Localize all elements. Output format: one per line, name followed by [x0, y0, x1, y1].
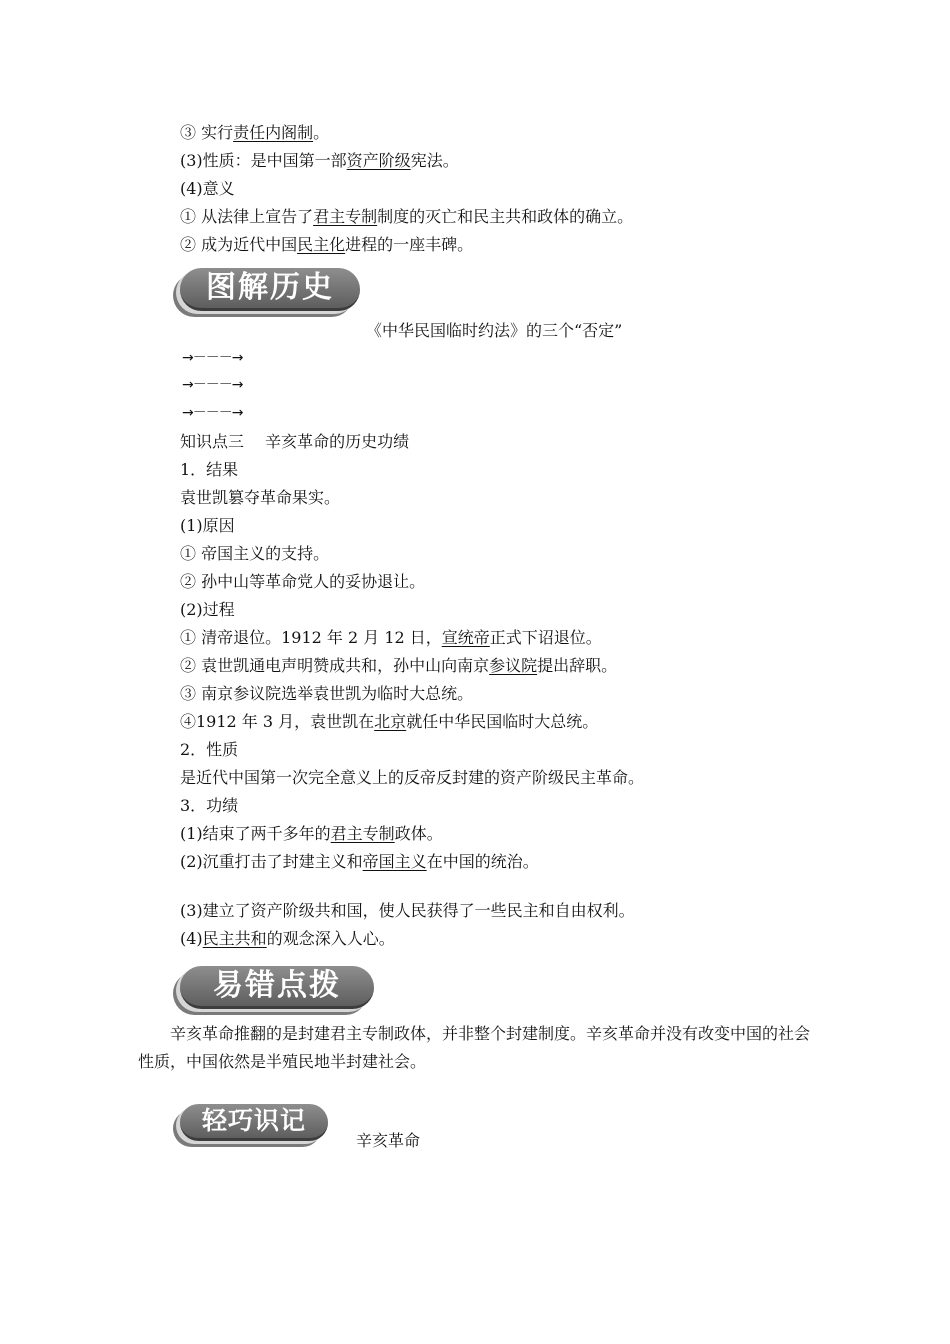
banner-qingqiao-shiji: 轻巧识记: [180, 1104, 328, 1141]
banner-yicuo-dianbo: 易错点拨: [180, 966, 374, 1009]
achievement-4: (4)民主共和的观念深入人心。: [180, 929, 395, 948]
underlined-term: 民主化: [297, 235, 346, 254]
process-item-2: ② 袁世凯通电声明赞成共和，孙中山向南京参议院提出辞职。: [180, 656, 618, 675]
underlined-term: 北京: [374, 712, 407, 731]
significance-item-2: ② 成为近代中国民主化进程的一座丰碑。: [180, 235, 474, 254]
qingqiao-text: 辛亥革命: [356, 1131, 421, 1150]
underlined-term: 民主共和: [202, 929, 267, 948]
cause-heading: (1)原因: [180, 516, 235, 535]
process-heading: (2)过程: [180, 600, 235, 619]
underlined-term: 责任内阁制: [233, 123, 314, 142]
heading-achievements: 3．功绩: [180, 796, 239, 815]
significance-item-1: ① 从法律上宣告了君主专制制度的灭亡和民主共和政体的确立。: [180, 207, 634, 226]
result-text: 袁世凯篡夺革命果实。: [180, 488, 341, 507]
underlined-term: 宣统帝: [441, 628, 490, 647]
banner-tujie-lishi: 图解历史: [180, 268, 360, 311]
arrow-placeholder-1: →－－－→: [182, 350, 243, 366]
item-cabinet-system: ③ 实行责任内阁制。: [180, 123, 330, 142]
achievement-1: (1)结束了两千多年的君主专制政体。: [180, 824, 443, 843]
process-item-4: ④1912 年 3 月，袁世凯在北京就任中华民国临时大总统。: [180, 712, 599, 731]
nature-text: 是近代中国第一次完全意义上的反帝反封建的资产阶级民主革命。: [180, 768, 645, 787]
underlined-term: 君主专制: [313, 207, 378, 226]
underlined-term: 君主专制: [330, 824, 395, 843]
yicuo-paragraph: 辛亥革命推翻的是封建君主专制政体，并非整个封建制度。辛亥革命并没有改变中国的社会性质，中国依然是半殖民地半封建社会。: [138, 1024, 811, 1071]
significance-heading: (4)意义: [180, 179, 235, 198]
achievement-2: (2)沉重打击了封建主义和帝国主义在中国的统治。: [180, 852, 539, 871]
heading-nature: 2．性质: [180, 740, 239, 759]
underlined-term: 帝国主义: [362, 852, 427, 871]
arrow-placeholder-2: →－－－→: [182, 377, 243, 393]
knowledge-point-3-title: 知识点三 辛亥革命的历史功绩: [180, 432, 410, 451]
process-item-3: ③ 南京参议院选举袁世凯为临时大总统。: [180, 684, 474, 703]
heading-result: 1．结果: [180, 460, 239, 479]
process-item-1: ① 清帝退位。1912 年 2 月 12 日，宣统帝正式下诏退位。: [180, 628, 602, 647]
nature-line: (3)性质：是中国第一部资产阶级宪法。: [180, 151, 459, 170]
underlined-term: 参议院: [489, 656, 538, 675]
cause-item-1: ① 帝国主义的支持。: [180, 544, 330, 563]
cause-item-2: ② 孙中山等革命党人的妥协退让。: [180, 572, 426, 591]
arrow-placeholder-3: →－－－→: [182, 405, 243, 421]
underlined-term: 资产阶级: [346, 151, 411, 170]
achievement-3: (3)建立了资产阶级共和国，使人民获得了一些民主和自由权利。: [180, 901, 635, 920]
figure-caption: 《中华民国临时约法》的三个“否定”: [366, 321, 623, 340]
